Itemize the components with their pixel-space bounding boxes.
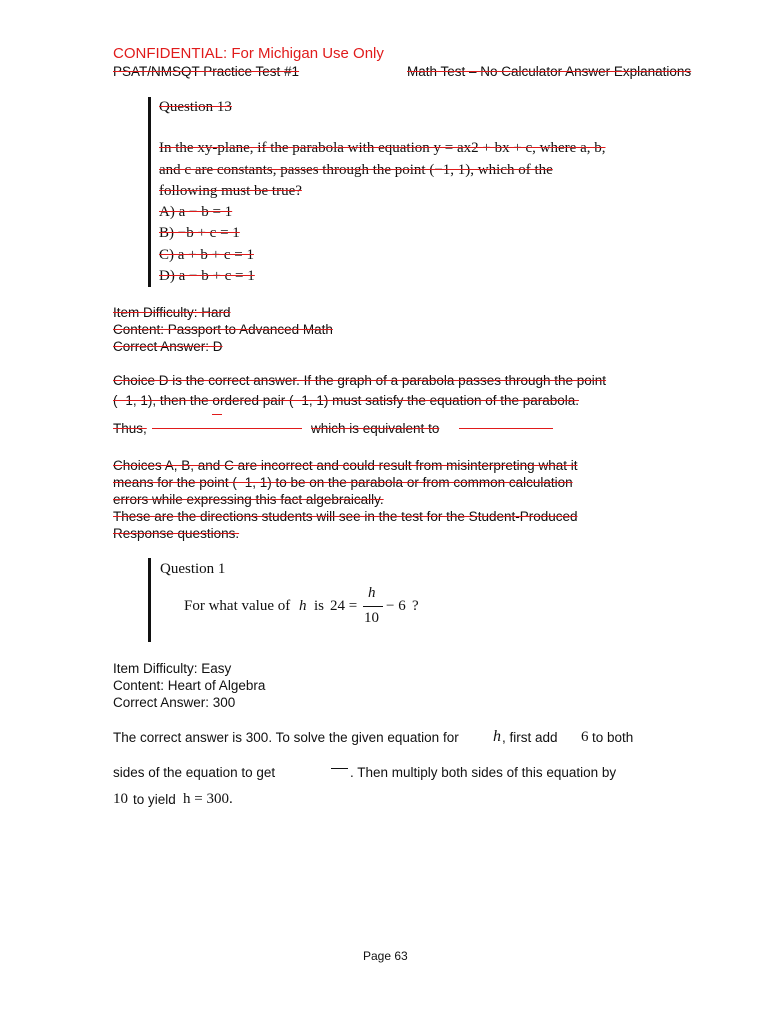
q1-correct-answer: Correct Answer: 300 [113,695,236,710]
question13-stem-line-3: following must be true? [159,183,302,199]
choice-d: D) a − b + c = 1 [159,268,255,284]
q1-var-h: h [299,598,307,614]
q13-difficulty: Item Difficulty: Hard [113,305,231,320]
choice-a: A) a − b = 1 [159,204,233,220]
q13-incorrect-line-1: Choices A, B, and C are incorrect and could result from misinterpreting what it [113,458,578,473]
confidential-notice: CONFIDENTIAL: For Michigan Use Only [113,45,384,62]
q1-frac-denominator: 10 [364,610,379,626]
q1-prompt-text: For what value of [184,598,291,614]
q1-expl3-mid: to yield [133,792,176,807]
question1-label: Question 1 [160,561,226,577]
q13-thus-label: Thus, [113,421,147,436]
question13-stem-line-1: In the xy-plane, if the parabola with equation y = ax2 + bx + c, where a, b, [159,140,606,156]
q13-content: Content: Passport to Advanced Math [113,322,333,337]
q1-expl3-eq: h = 300. [183,791,233,807]
q1-fraction-bar [363,606,383,607]
q1-eq-right: − 6 [386,598,406,614]
q13-correct-answer: Correct Answer: D [113,339,223,354]
q1-expl1-pre: The correct answer is 300. To solve the given equation for [113,730,459,745]
q13-equivalent-label: which is equivalent to [311,421,440,436]
q1-expl1-post: to both [592,730,634,745]
section-title: Math Test – No Calculator Answer Explanations [407,64,692,79]
q1-difficulty: Item Difficulty: Easy [113,661,232,676]
q13-fraction-bar-mark [212,414,222,415]
choice-b: B) −b + c = 1 [159,225,240,241]
q13-equation-placeholder-1 [152,428,302,429]
choice-c: C) a + b + c = 1 [159,247,254,263]
q1-expl1-h: h [493,728,501,745]
q13-incorrect-line-3: errors while expressing this fact algebraically. [113,492,384,507]
q13-explanation-line-2: (−1, 1), then the ordered pair (−1, 1) must satisfy the equation of the parabola. [113,393,580,408]
q13-equation-placeholder-2 [459,428,553,429]
question1-left-rule [148,558,151,642]
directions-line-2: Response questions. [113,526,240,541]
q1-expl3-ten: 10 [113,791,128,807]
q1-eq-left: 24 = [330,598,358,614]
q1-expl2-pre: sides of the equation to get [113,765,276,780]
directions-line-1: These are the directions students will see in the test for the Student-Produced [113,509,578,524]
page-number: Page 63 [363,949,408,963]
q1-expl2-fraction-mark [331,768,348,769]
question13-left-rule [148,97,151,287]
question13-label: Question 13 [159,99,232,115]
q1-expl1-mid: , first add [502,730,558,745]
q1-is: is [314,598,325,614]
q13-incorrect-line-2: means for the point (−1, 1) to be on the parabola or from common calculation [113,475,573,490]
test-name: PSAT/NMSQT Practice Test #1 [113,64,300,79]
question13-stem-line-2: and c are constants, passes through the point (−1, 1), which of the [159,162,553,178]
q1-frac-numerator: h [368,585,376,601]
q1-question-mark: ? [412,598,419,614]
q1-expl2-post: . Then multiply both sides of this equation by [350,765,617,780]
q1-content: Content: Heart of Algebra [113,678,266,693]
q1-expl1-six: 6 [581,729,589,745]
q13-explanation-line-1: Choice D is the correct answer. If the graph of a parabola passes through the point [113,373,607,388]
